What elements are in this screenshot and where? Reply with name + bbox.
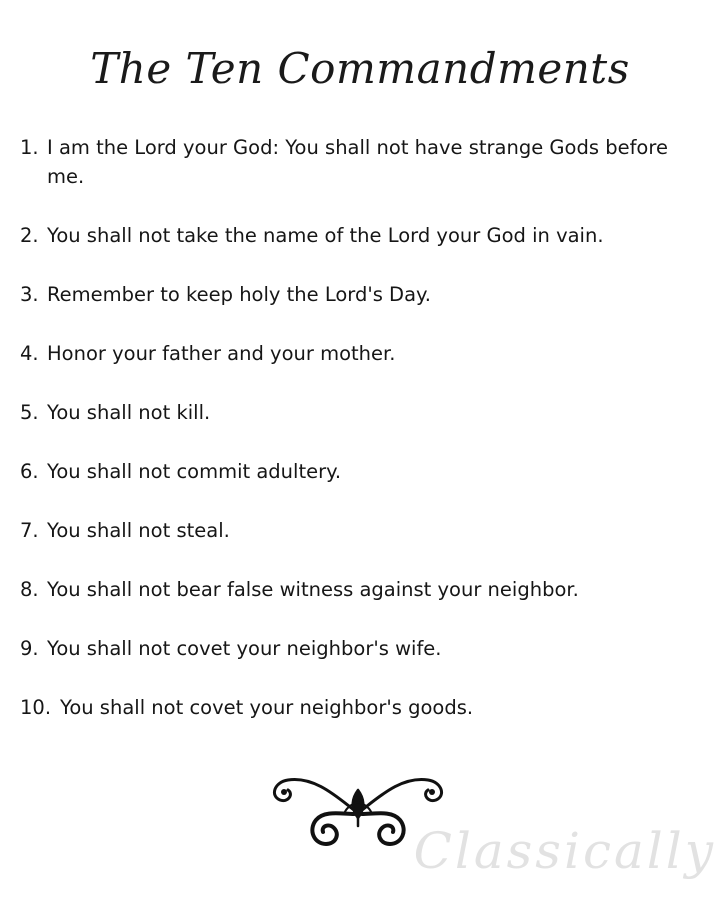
list-item bbox=[20, 280, 710, 309]
list-item bbox=[20, 398, 710, 427]
list-item bbox=[20, 221, 710, 250]
item-number: 3. bbox=[20, 283, 39, 306]
list-item bbox=[20, 457, 710, 486]
item-text: You shall not steal. bbox=[47, 519, 230, 542]
item-text: I am the Lord your God: You shall not have strange Gods before me. bbox=[47, 136, 668, 188]
flourish-ornament-icon bbox=[266, 766, 450, 850]
item-text: You shall not covet your neighbor's wife. bbox=[47, 637, 442, 660]
item-number: 8. bbox=[20, 578, 39, 601]
item-text: You shall not covet your neighbor's goods. bbox=[60, 696, 474, 719]
item-text: Remember to keep holy the Lord's Day. bbox=[47, 283, 431, 306]
commandments-list bbox=[20, 133, 710, 752]
item-number: 2. bbox=[20, 224, 39, 247]
list-item bbox=[20, 339, 710, 368]
item-text: You shall not kill. bbox=[47, 401, 211, 424]
list-item bbox=[20, 133, 710, 191]
list-item bbox=[20, 516, 710, 545]
list-item bbox=[20, 634, 710, 663]
item-number: 7. bbox=[20, 519, 39, 542]
item-number: 10. bbox=[20, 696, 52, 719]
list-item bbox=[20, 575, 710, 604]
item-number: 4. bbox=[20, 342, 39, 365]
item-number: 1. bbox=[20, 136, 39, 159]
item-text: You shall not commit adultery. bbox=[47, 460, 342, 483]
item-number: 5. bbox=[20, 401, 39, 424]
item-text: You shall not take the name of the Lord your God in vain. bbox=[47, 224, 604, 247]
item-text: You shall not bear false witness against your neighbor. bbox=[47, 578, 579, 601]
item-number: 9. bbox=[20, 637, 39, 660]
list-item bbox=[20, 693, 710, 722]
item-text: Honor your father and your mother. bbox=[47, 342, 396, 365]
item-number: 6. bbox=[20, 460, 39, 483]
watermark-logo: Classically bbox=[413, 822, 716, 880]
page-title: The Ten Commandments bbox=[90, 44, 630, 93]
